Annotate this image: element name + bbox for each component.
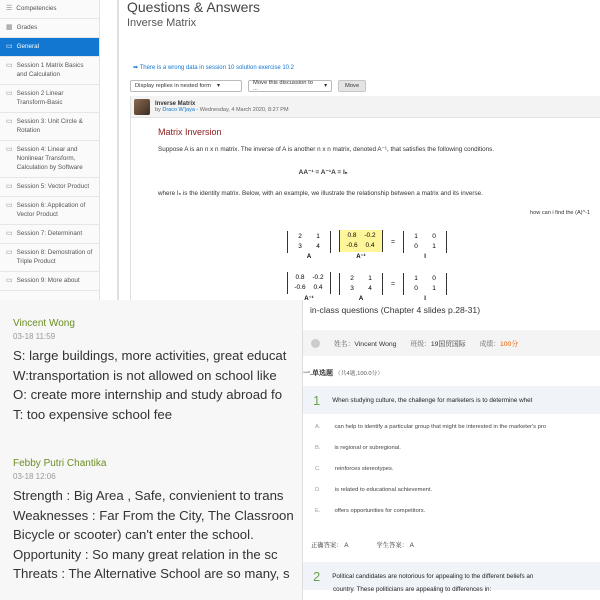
- matrix-cell: 0.4: [365, 242, 375, 249]
- table-icon: ▦: [6, 24, 13, 31]
- sidebar-item-session-2[interactable]: [0, 85, 99, 113]
- folder-icon: ▭: [6, 230, 13, 237]
- folder-icon: ▭: [6, 118, 13, 125]
- sidebar-item-label: Session 7: Determinant: [16, 230, 83, 237]
- comment-line: Threats : The Alternative School are so many, s: [13, 566, 290, 581]
- matrix-cell: -0.2: [364, 232, 376, 239]
- class-label: 班级：: [410, 341, 431, 348]
- sidebar-item-session-9[interactable]: [0, 272, 99, 291]
- forum-post: [130, 96, 600, 300]
- answer-option: [315, 487, 432, 493]
- comment-line: Weaknesses : Far From the City, The Classroon: [13, 507, 294, 523]
- avatar[interactable]: [134, 99, 150, 115]
- folder-icon: ▭: [6, 90, 13, 97]
- post-date: - Wednesday, 4 March 2020, 8:27 PM: [196, 106, 289, 113]
- matrix-cell: 1: [316, 232, 320, 240]
- option-letter: D.: [315, 487, 321, 493]
- user-icon: [311, 339, 320, 348]
- sidebar-item-label: Session 4: Linear and Nonlinear Transform, Calculation by Software: [16, 146, 83, 171]
- class-field: [410, 338, 465, 348]
- sidebar-item-label: Session 5: Vector Product: [16, 183, 90, 190]
- matrix-cell: -0.6: [294, 284, 306, 291]
- sidebar-item-label: Session 6: Application of Vector Product: [16, 202, 86, 218]
- section-heading: [303, 368, 383, 378]
- comments-screenshot: [0, 300, 302, 600]
- answer-option: [315, 466, 393, 472]
- commenter-name[interactable]: Febby Putri Chantika: [13, 458, 107, 469]
- matrix-cell: 0: [432, 232, 436, 240]
- breadcrumb[interactable]: Questions & Answers: [127, 0, 261, 15]
- move-button[interactable]: Move: [338, 80, 366, 92]
- matrix-cell: 3: [350, 284, 354, 292]
- student-info-bar: [303, 330, 600, 356]
- folder-icon: ▭: [6, 249, 13, 256]
- option-text: is related to educational achievement.: [334, 487, 433, 493]
- option-letter: A.: [315, 424, 321, 430]
- sidebar-item-session-4[interactable]: [0, 141, 99, 178]
- name-label: 姓名：: [334, 341, 355, 348]
- scrollbar-track[interactable]: [117, 0, 119, 300]
- question-text: When studying culture, the challenge for marketers is to determine whet: [332, 396, 533, 404]
- comment-line: Bicycle or scooter) can't enter the school.: [13, 527, 254, 542]
- list-icon: ☰: [6, 5, 13, 12]
- option-text: offers opportunities for competitors.: [334, 508, 426, 514]
- discussion-title: Inverse Matrix: [127, 17, 197, 29]
- forum-main: [127, 0, 600, 300]
- post-header: [131, 96, 600, 118]
- matrix-label: A: [306, 253, 312, 260]
- matrix-label: A: [358, 295, 364, 300]
- comment-line: Opportunity : So many great relation in the sc: [13, 546, 278, 562]
- matrix-cell: 3: [298, 242, 302, 250]
- equals-sign: =: [391, 238, 396, 246]
- author-link[interactable]: Draco W'jaya: [162, 106, 195, 113]
- matrix-identity: [403, 231, 447, 253]
- matrix-equation-1: [287, 224, 447, 260]
- question-text-continued: country. These politicians are appealing to differences in:: [333, 586, 492, 593]
- discussion-link[interactable]: ➡ There is a wrong data in session 10 solution exercise 10.2: [133, 65, 295, 71]
- matrix-a: [287, 231, 331, 253]
- discussion-controls: [130, 80, 366, 92]
- option-letter: E.: [315, 508, 321, 514]
- option-text: can help to identify a particular group that might be interested in the marketer's pro: [334, 424, 547, 430]
- question-number: 2: [313, 568, 321, 584]
- comment-time: 03-18 11:59: [13, 332, 56, 341]
- matrix-cell: 2: [350, 274, 354, 282]
- matrix-cell: 1: [432, 242, 436, 250]
- score-field: [480, 338, 519, 348]
- student-name: Vincent Wong: [354, 341, 397, 348]
- question-text: Political candidates are notorious for appealing to the different beliefs an: [332, 572, 534, 580]
- sidebar-item-label: Session 3: Unit Circle & Rotation: [16, 118, 83, 134]
- matrix-cell: 1: [432, 284, 436, 292]
- answer-summary: [311, 540, 414, 549]
- sidebar-item-session-5[interactable]: [0, 178, 99, 197]
- sidebar-item-competencies[interactable]: [0, 0, 99, 19]
- comment-line: S: large buildings, more activities, great educat: [13, 348, 287, 363]
- post-paragraph: where Iₙ is the identity matrix. Below, with an example, we illustrate the relationship between a matrix and its inverse.: [158, 190, 483, 197]
- sidebar-item-label: Competencies: [16, 5, 57, 12]
- matrix-inverse: [287, 272, 331, 294]
- equals-sign: =: [391, 280, 396, 288]
- display-mode-select[interactable]: [130, 80, 242, 92]
- matrix-label: I: [424, 253, 426, 260]
- option-text: reinforces stereotypes.: [334, 466, 394, 472]
- equation: AA⁻¹ = A⁻¹A = Iₙ: [298, 169, 348, 176]
- folder-icon: ▭: [6, 62, 13, 69]
- sidebar-item-session-8[interactable]: [0, 244, 99, 272]
- section-title: 一.单选题: [303, 370, 333, 377]
- sidebar-item-general[interactable]: [0, 38, 99, 57]
- matrix-a: [339, 273, 383, 295]
- chevron-down-icon: ▾: [324, 83, 327, 89]
- matrix-identity: [403, 273, 447, 295]
- sidebar-item-label: Session 2 Linear Transform-Basic: [16, 90, 64, 106]
- matrix-cell: 0.8: [295, 274, 305, 281]
- sidebar-item-label: General: [16, 43, 40, 50]
- matrix-cell: -0.2: [312, 274, 324, 281]
- matrix-label: I: [424, 295, 426, 300]
- sidebar-item-grades[interactable]: [0, 19, 99, 38]
- matrix-label: A⁻¹: [304, 296, 314, 300]
- sidebar-item-label: Session 9: More about: [16, 277, 80, 284]
- option-text: is regional or subregional.: [334, 445, 401, 451]
- score-value: 100分: [500, 341, 519, 348]
- chevron-down-icon: ▾: [217, 83, 220, 89]
- matrix-cell: 2: [298, 232, 302, 240]
- matrix-equation-2: [287, 266, 447, 300]
- matrix-cell: 4: [368, 284, 372, 292]
- post-question: how can i find the (A)^-1: [530, 210, 591, 216]
- post-heading: Matrix Inversion: [158, 127, 222, 137]
- answer-option: [315, 508, 425, 514]
- byline-prefix: by: [155, 106, 161, 113]
- matrix-cell: 0.4: [313, 284, 323, 291]
- comment: [13, 318, 286, 424]
- sidebar-item-label: Session 8: Demostration of Triple Product: [16, 249, 93, 265]
- section-info: （共4题,100.0分）: [334, 371, 384, 377]
- post-byline: [155, 107, 289, 113]
- matrix-cell: 1: [414, 232, 418, 240]
- folder-icon: ▭: [6, 277, 13, 284]
- student-answer: 学生答案： A: [376, 542, 414, 549]
- comment-line: O: create more internship and study abroad fo: [13, 387, 283, 402]
- matrix-cell: 0: [414, 242, 418, 250]
- sidebar-item-session-1[interactable]: [0, 57, 99, 85]
- select-value: Move this discussion to ...: [253, 80, 313, 92]
- move-discussion-select[interactable]: [248, 80, 332, 92]
- comment-line: Strength : Big Area , Safe, convienient to trans: [13, 488, 284, 503]
- matrix-cell: 0.8: [347, 232, 357, 239]
- matrix-inverse: [339, 230, 383, 252]
- matrix-cell: 1: [414, 274, 418, 282]
- comment-line: W:transportation is not allowed on school like: [13, 367, 277, 383]
- matrix-cell: 1: [368, 274, 372, 282]
- matrix-cell: -0.6: [346, 242, 358, 249]
- folder-icon: ▭: [6, 43, 13, 50]
- folder-icon: ▭: [6, 146, 13, 153]
- sidebar-item-session-6[interactable]: [0, 197, 99, 225]
- matrix-cell: 0: [432, 274, 436, 282]
- comment-line: T: too expensive school fee: [13, 406, 173, 422]
- matrix-label: A⁻¹: [356, 254, 366, 260]
- answer-option: [315, 424, 546, 430]
- question-number: 1: [313, 392, 321, 408]
- post-paragraph: Suppose A is an n x n matrix. The inverse of A is another n x n matrix, denoted A⁻¹, that satisfies the following conditions.: [158, 146, 495, 153]
- commenter-name[interactable]: Vincent Wong: [13, 318, 75, 329]
- post-title: Inverse Matrix: [155, 100, 196, 107]
- comment: [13, 458, 294, 584]
- sidebar-item-session-3[interactable]: [0, 113, 99, 141]
- comment-time: 03-18 12:06: [13, 472, 56, 481]
- post-body: [131, 118, 600, 198]
- matrix-cell: 0: [414, 284, 418, 292]
- sidebar-item-session-7[interactable]: [0, 225, 99, 244]
- sidebar-item-label: Grades: [16, 24, 38, 31]
- score-label: 成绩：: [479, 341, 500, 348]
- answer-option: [315, 445, 401, 451]
- option-letter: C.: [315, 466, 321, 472]
- course-sidebar: [0, 0, 100, 300]
- matrix-cell: 4: [316, 242, 320, 250]
- folder-icon: ▭: [6, 183, 13, 190]
- option-letter: B.: [315, 445, 321, 451]
- sidebar-item-label: Session 1 Matrix Basics and Calculation: [16, 62, 84, 78]
- folder-icon: ▭: [6, 202, 13, 209]
- class-value: 19国贸国际: [430, 341, 466, 348]
- name-field: [334, 338, 396, 348]
- correct-answer: 正确答案： A: [311, 542, 349, 549]
- quiz-result-screenshot: [302, 300, 600, 600]
- select-value: Display replies in nested form: [135, 83, 212, 89]
- quiz-title: in-class questions (Chapter 4 slides p.28-31): [310, 305, 481, 315]
- question-header: [303, 386, 600, 414]
